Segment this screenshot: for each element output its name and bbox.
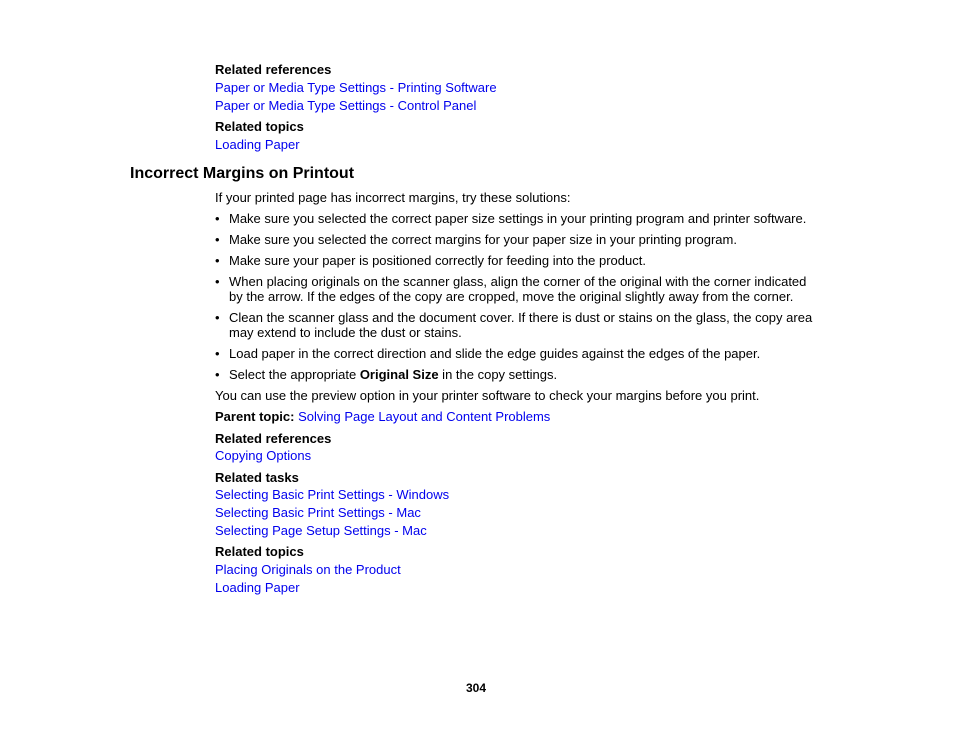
list-item-text (229, 367, 557, 382)
list-item-text: Make sure you selected the correct paper size settings in your printing program and printer software. (229, 211, 807, 226)
list-item-text: When placing originals on the scanner glass, align the corner of the original with the corner indicated (229, 274, 807, 289)
parent-topic-label: Parent topic: (215, 409, 295, 424)
list-item-text: Make sure your paper is positioned correctly for feeding into the product. (229, 253, 646, 268)
parent-topic (215, 409, 550, 424)
list-item-text: Make sure you selected the correct margins for your paper size in your printing program. (229, 232, 737, 247)
section-title: Incorrect Margins on Printout (130, 165, 355, 182)
link-media-type-control-panel[interactable]: Paper or Media Type Settings - Control Panel (215, 98, 477, 113)
bullet-marker: • (215, 346, 220, 361)
list-item-text: Clean the scanner glass and the document cover. If there is dust or stains on the glass, the copy area (229, 310, 813, 325)
related-references-heading: Related references (215, 431, 332, 446)
list-item-text: may extend to include the dust or stains. (229, 325, 462, 340)
link-loading-paper[interactable]: Loading Paper (215, 580, 300, 595)
link-copying-options[interactable]: Copying Options (215, 448, 312, 463)
link-placing-originals[interactable]: Placing Originals on the Product (215, 562, 401, 577)
bullet-marker: • (215, 211, 220, 226)
link-basic-print-windows[interactable]: Selecting Basic Print Settings - Windows (215, 487, 450, 502)
bullet-marker: • (215, 232, 220, 247)
list-item-text: by the arrow. If the edges of the copy are cropped, move the original slightly away from the corner. (229, 289, 794, 304)
related-topics-heading: Related topics (215, 544, 304, 559)
related-tasks-heading: Related tasks (215, 470, 299, 485)
intro-text: If your printed page has incorrect margins, try these solutions: (215, 190, 571, 205)
bullet-marker: • (215, 310, 220, 325)
top-related-topics-heading: Related topics (215, 119, 304, 134)
preview-note: You can use the preview option in your printer software to check your margins before you print. (215, 388, 760, 403)
bullet-marker: • (215, 274, 220, 289)
bullet-prefix: Select the appropriate (229, 367, 360, 382)
link-parent-topic[interactable]: Solving Page Layout and Content Problems (298, 409, 551, 424)
link-basic-print-mac[interactable]: Selecting Basic Print Settings - Mac (215, 505, 421, 520)
link-page-setup-mac[interactable]: Selecting Page Setup Settings - Mac (215, 523, 427, 538)
top-related-references-heading: Related references (215, 62, 332, 77)
link-media-type-printing-software[interactable]: Paper or Media Type Settings - Printing Software (215, 80, 497, 95)
list-item-text: Load paper in the correct direction and slide the edge guides against the edges of the paper. (229, 346, 761, 361)
original-size-term: Original Size (359, 367, 439, 382)
page-number: 304 (466, 681, 487, 695)
link-loading-paper-top[interactable]: Loading Paper (215, 137, 300, 152)
bullet-suffix: in the copy settings. (438, 367, 558, 382)
bullet-marker: • (215, 253, 220, 268)
bullet-marker: • (215, 367, 220, 382)
